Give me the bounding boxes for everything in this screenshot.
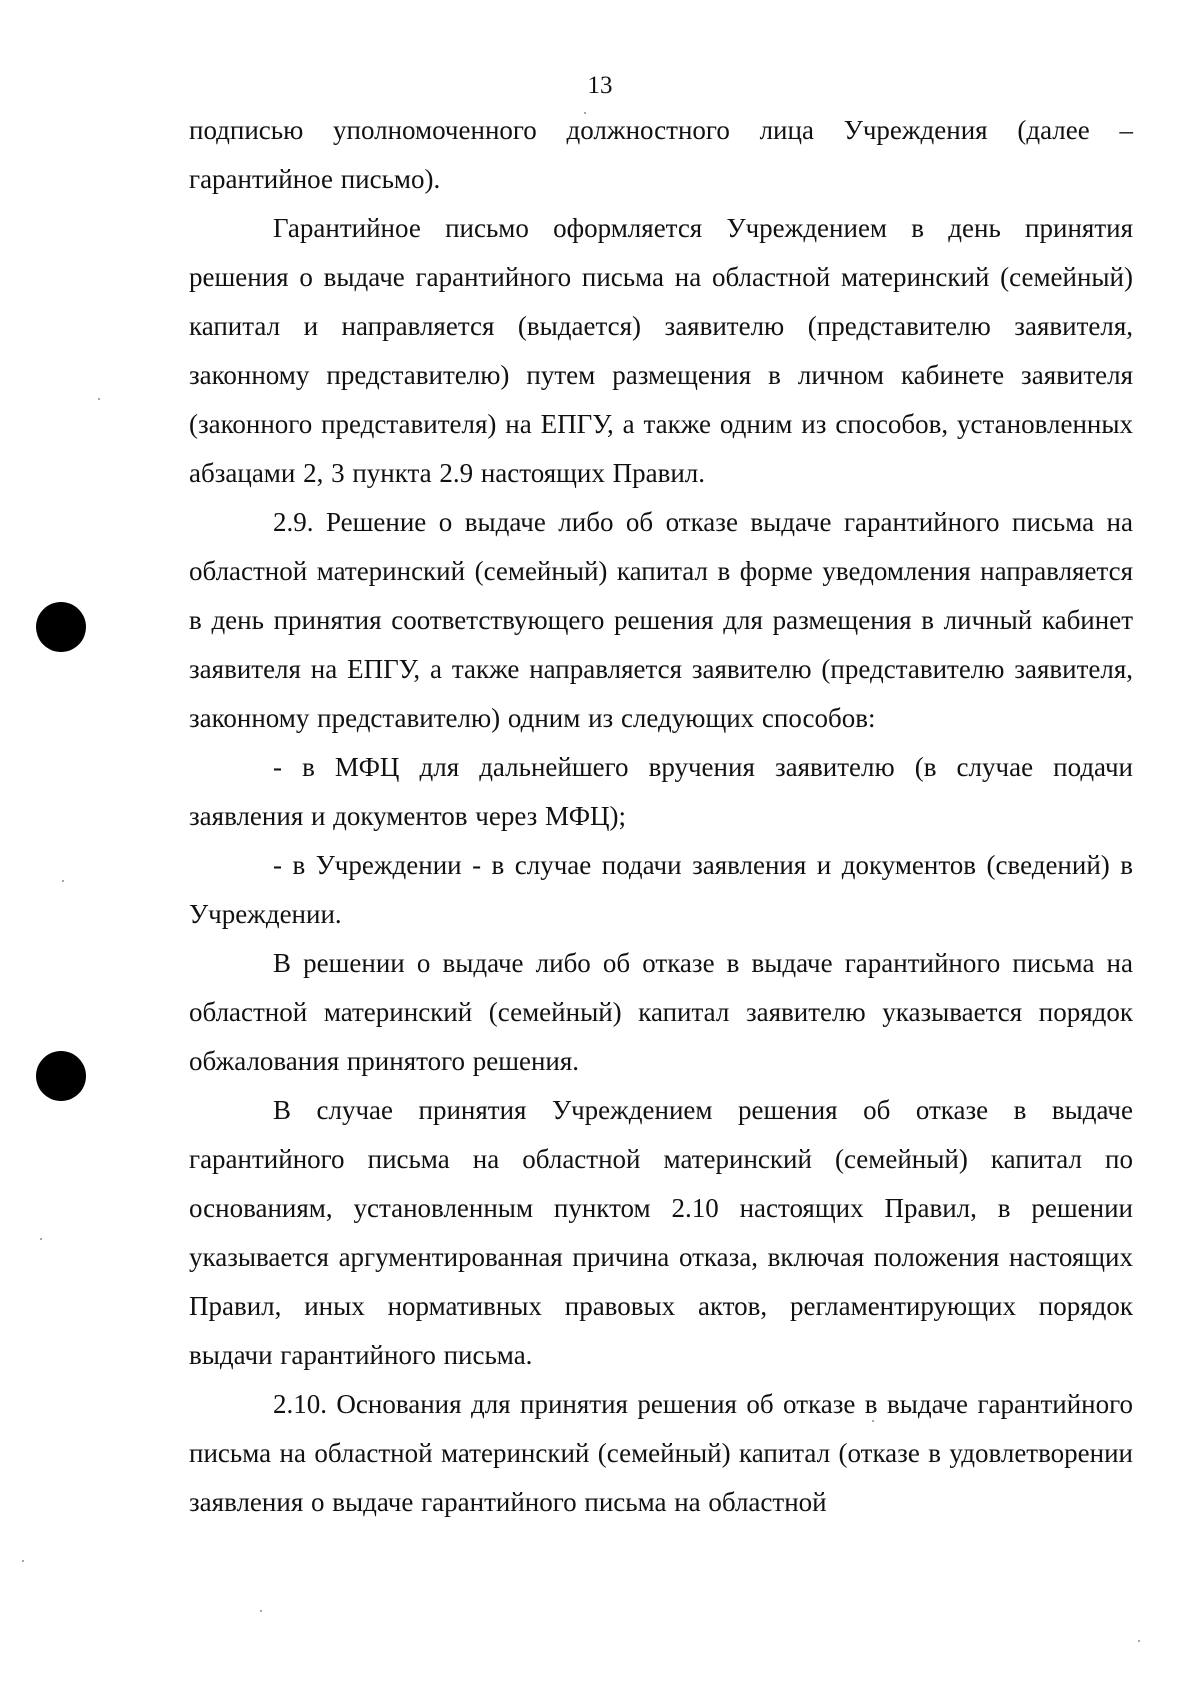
paragraph-guarantee-letter: Гарантийное письмо оформляется Учреждением в день принятия решения о выдаче гарантийного письма на областной материнский (семейный) капитал и направляется (выдается) заявителю (представителю заявителя, законному представителю) путем размещения в личном кабинете заявителя (законного представителя) на ЕПГУ, а также одним из способов, установленных абзацами 2, 3 пункта 2.9 настоящих Правил.	[189, 213, 1133, 488]
scan-speck	[40, 1238, 42, 1240]
paragraph-refusal-reasons: В случае принятия Учреждением решения об отказе в выдаче гарантийного письма на областной материнский (семейный) капитал по основаниям, установленным пунктом 2.10 настоящих Правил, в решении указывается аргументированная причина отказа, включая положения настоящих Правил, иных нормативных правовых актов, регламентирующих порядок выдачи гарантийного письма.	[189, 1095, 1133, 1370]
punch-hole-top	[36, 602, 86, 652]
page-number: 13	[587, 72, 613, 99]
scan-speck	[872, 1420, 874, 1422]
paragraph-clause-2-10: 2.10. Основания для принятия решения об отказе в выдаче гарантийного письма на областной материнский (семейный) капитал (отказе в удовлетворении заявления о выдаче гарантийного письма на областной	[189, 1389, 1133, 1517]
paragraph-continuation: подписью уполномоченного должностного лица Учреждения (далее – гарантийное письмо).	[189, 115, 1133, 194]
scan-speck	[1138, 1640, 1140, 1642]
scan-speck	[260, 1610, 262, 1612]
document-body	[189, 106, 1133, 1527]
paragraph-clause-2-9: 2.9. Решение о выдаче либо об отказе выдаче гарантийного письма на областной материнский (семейный) капитал в форме уведомления направляется в день принятия соответствующего решения для размещения в личный кабинет заявителя на ЕПГУ, а также направляется заявителю (представителю заявителя, законному представителю) одним из следующих способов:	[189, 507, 1133, 733]
paragraph-appeal-procedure: В решении о выдаче либо об отказе в выдаче гарантийного письма на областной материнский (семейный) капитал заявителю указывается порядок обжалования принятого решения.	[189, 948, 1133, 1076]
list-item-institution: - в Учреждении - в случае подачи заявления и документов (сведений) в Учреждении.	[189, 850, 1133, 929]
punch-hole-bottom	[36, 1051, 86, 1101]
scan-speck	[22, 1560, 24, 1562]
list-item-mfc: - в МФЦ для дальнейшего вручения заявителю (в случае подачи заявления и документов через МФЦ);	[189, 752, 1133, 831]
scan-speck	[98, 398, 100, 400]
scan-speck	[62, 880, 64, 882]
scan-speck	[584, 112, 586, 114]
